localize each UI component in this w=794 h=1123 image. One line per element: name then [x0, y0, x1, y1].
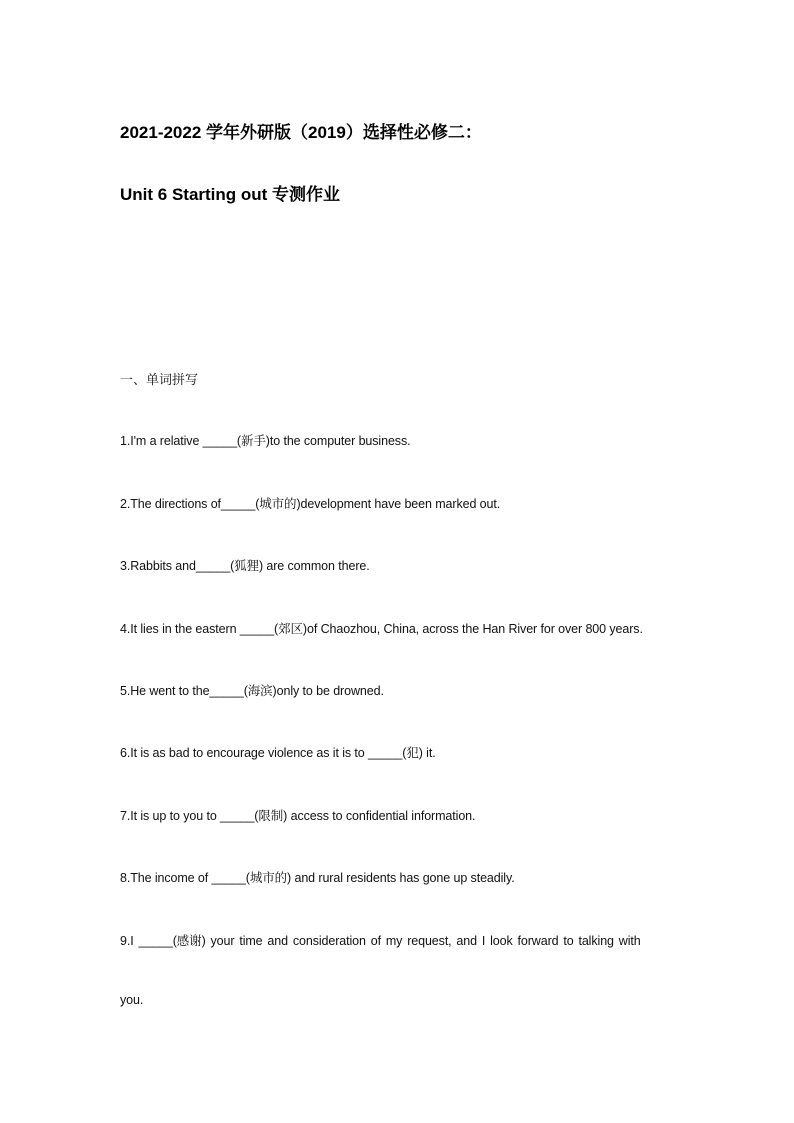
question-9-continuation: you. [120, 993, 144, 1007]
question-2: 2.The directions of_____(城市的)development have been marked out. [120, 497, 501, 511]
question-4: 4.It lies in the eastern _____(郊区)of Chaozhou, China, across the Han River for over 800 years. [120, 622, 643, 636]
document-title: 2021-2022 学年外研版（2019）选择性必修二： [120, 123, 482, 142]
question-5: 5.He went to the_____(海滨)only to be drowned. [120, 684, 384, 698]
document-subtitle: Unit 6 Starting out 专测作业 [120, 185, 341, 204]
question-8: 8.The income of _____(城市的) and rural residents has gone up steadily. [120, 871, 515, 885]
question-6: 6.It is as bad to encourage violence as it is to _____(犯) it. [120, 746, 436, 760]
question-9: 9.I _____(感谢) your time and consideration of my request, and I look forward to talking with [120, 934, 641, 948]
section-heading: 一、单词拼写 [120, 372, 199, 387]
question-3: 3.Rabbits and_____(狐狸) are common there. [120, 559, 370, 573]
question-1: 1.I'm a relative _____(新手)to the computer business. [120, 434, 411, 448]
question-7: 7.It is up to you to _____(限制) access to confidential information. [120, 809, 476, 823]
